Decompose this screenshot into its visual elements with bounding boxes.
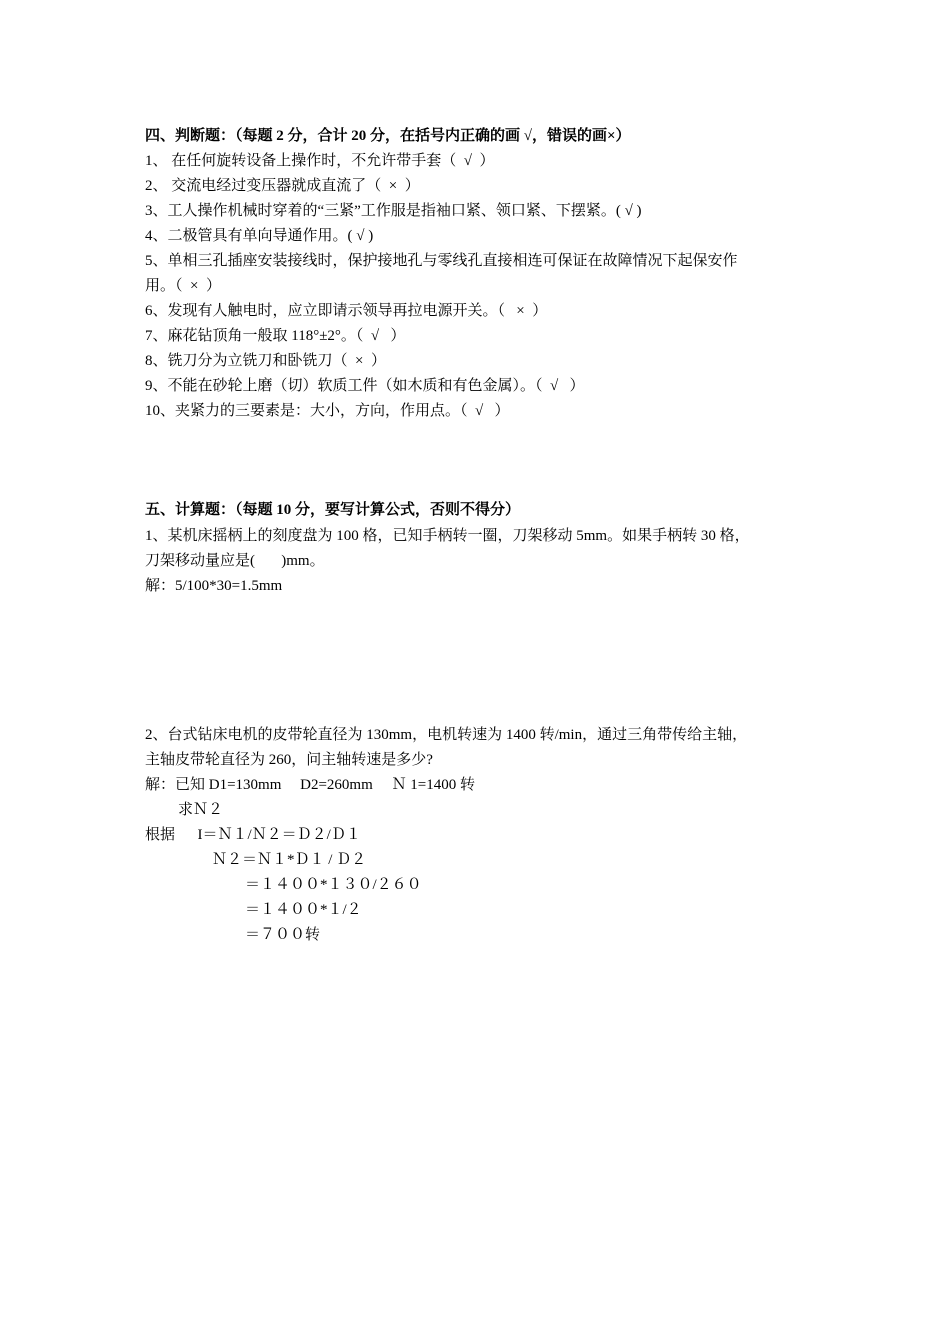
section-5-heading: 五、计算题：（每题 10 分，要写计算公式，否则不得分） xyxy=(145,502,521,518)
calc-q2-step-1: Ｎ２＝Ｎ１*Ｄ１ / Ｄ２ xyxy=(212,852,367,868)
calc-q2-step-3: ＝１４００*１/２ xyxy=(245,902,362,918)
calc-q2-line-2: 主轴皮带轮直径为 260，问主轴转速是多少? xyxy=(145,752,433,768)
calc-q1-line-1: 1、某机床摇柄上的刻度盘为 100 格，已知手柄转一圈，刀架移动 5mm。如果手柄转 30 格， xyxy=(145,528,750,544)
judgment-item-1: 1、 在任何旋转设备上操作时，不允许带手套（ √ ） xyxy=(145,153,495,169)
calc-q1-solution: 解：5/100*30=1.5mm xyxy=(145,578,283,594)
calc-q2-formula: 根据 I＝Ｎ１/Ｎ２＝Ｄ２/Ｄ１ xyxy=(145,827,361,843)
judgment-item-3: 3、工人操作机械时穿着的“三紧”工作服是指袖口紧、领口紧、下摆紧。( √ ) xyxy=(145,203,642,219)
calc-q1-line-2: 刀架移动量应是( )mm。 xyxy=(145,553,325,569)
judgment-item-4: 4、二极管具有单向导通作用。( √ ) xyxy=(145,228,374,244)
judgment-item-8: 8、铣刀分为立铣刀和卧铣刀（ × ） xyxy=(145,353,386,369)
judgment-item-7: 7、麻花钻顶角一般取 118°±2°。（ √ ） xyxy=(145,328,406,344)
judgment-item-5-continued: 用。（ × ） xyxy=(145,278,221,294)
judgment-item-9: 9、不能在砂轮上磨（切）软质工件（如木质和有色金属）。（ √ ） xyxy=(145,378,585,394)
judgment-item-5: 5、单相三孔插座安装接线时，保护接地孔与零线孔直接相连可保证在故障情况下起保安作 xyxy=(145,253,738,269)
calc-q2-step-2: ＝１４００*１３０/２６０ xyxy=(245,877,422,893)
judgment-item-6: 6、发现有人触电时，应立即请示领导再拉电源开关。（ × ） xyxy=(145,303,548,319)
judgment-item-10: 10、夹紧力的三要素是：大小，方向，作用点。（ √ ） xyxy=(145,403,510,419)
calc-q2-given: 解：已知 D1=130mm D2=260mm Ｎ 1=1400 转 xyxy=(145,777,475,793)
section-4-heading: 四、判断题：（每题 2 分，合计 20 分，在括号内正确的画 √，错误的画×） xyxy=(145,128,631,144)
calc-q2-find: 求Ｎ２ xyxy=(178,802,224,818)
judgment-item-2: 2、 交流电经过变压器就成直流了（ × ） xyxy=(145,178,420,194)
calc-q2-line-1: 2、台式钻床电机的皮带轮直径为 130mm，电机转速为 1400 转/min，通过三角带传给主轴， xyxy=(145,727,748,743)
calc-q2-result: ＝７００转 xyxy=(245,927,321,943)
